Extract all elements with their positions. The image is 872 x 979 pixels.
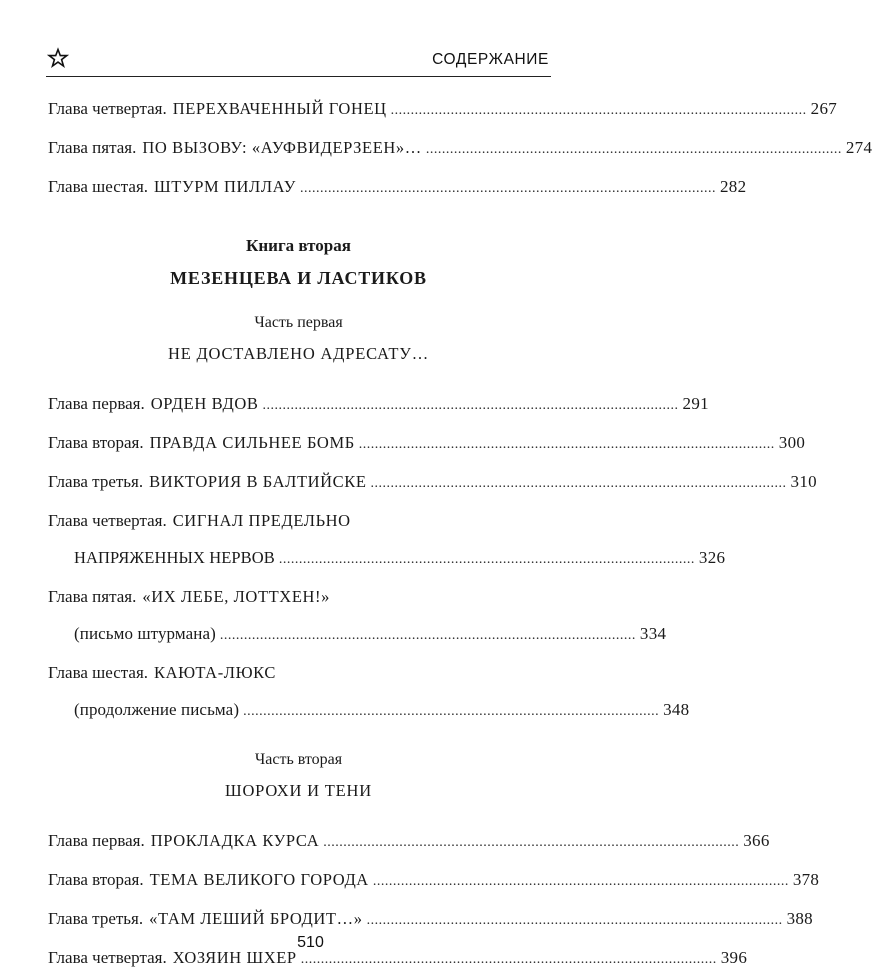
- toc-entry[interactable]: [48, 90, 838, 129]
- dot-leader: ........................................................................................................: [358, 437, 775, 452]
- toc-entry[interactable]: [48, 168, 747, 207]
- chapter-title: ВИКТОРИЯ В БАЛТИЙСКЕ: [149, 472, 367, 491]
- chapter-label: Глава первая.: [48, 394, 145, 413]
- page-header: [48, 44, 549, 76]
- page-number: 274: [845, 138, 872, 157]
- dot-leader: ........................................................................................................: [262, 398, 679, 413]
- chapter-label: Глава четвертая.: [48, 511, 167, 530]
- chapter-label: Глава третья.: [48, 472, 144, 491]
- chapter-title: КАЮТА-ЛЮКС: [154, 663, 276, 682]
- running-title: СОДЕРЖАНИЕ: [432, 51, 549, 68]
- toc-entry[interactable]: [48, 385, 709, 424]
- chapter-title: ОРДЕН ВДОВ: [150, 394, 259, 413]
- page-number: 310: [790, 472, 817, 491]
- part-title: ШОРОХИ И ТЕНИ: [225, 781, 372, 800]
- chapter-label: Глава шестая.: [48, 177, 149, 196]
- dot-leader: ........................................................................................................: [300, 952, 717, 967]
- dot-leader: ........................................................................................................: [323, 835, 740, 850]
- chapter-label: Глава первая.: [48, 831, 145, 850]
- book-label: Книга вторая: [246, 236, 351, 255]
- star-outline-icon: [48, 48, 68, 68]
- toc-entry[interactable]: [48, 654, 690, 730]
- toc-entry[interactable]: [48, 822, 770, 861]
- chapter-title: ПРОКЛАДКА КУРСА: [150, 831, 320, 850]
- part-label: Часть первая: [254, 314, 343, 331]
- page-number: 282: [720, 177, 747, 196]
- chapter-label: Глава вторая.: [48, 870, 144, 889]
- chapter-label: Глава пятая.: [48, 138, 137, 157]
- chapter-label: Глава шестая.: [48, 663, 149, 682]
- chapter-label: Глава четвертая.: [48, 99, 167, 118]
- dot-leader: ........................................................................................................: [366, 913, 783, 928]
- chapter-title: ПО ВЫЗОВУ: «АУФВИДЕРЗЕЕН»…: [142, 138, 422, 157]
- dot-leader: ........................................................................................................: [370, 476, 787, 491]
- toc-entry[interactable]: [48, 502, 726, 578]
- header-rule: [46, 76, 551, 77]
- chapter-title: ПЕРЕХВАЧЕННЫЙ ГОНЕЦ: [172, 99, 387, 118]
- page-number: 291: [682, 394, 709, 413]
- page-number: 366: [743, 831, 770, 850]
- chapter-label: Глава четвертая.: [48, 948, 167, 967]
- toc-entry[interactable]: [48, 861, 820, 900]
- part-title: НЕ ДОСТАВЛЕНО АДРЕСАТУ…: [167, 344, 429, 363]
- toc-entry[interactable]: [48, 424, 806, 463]
- page-number: 388: [786, 909, 813, 928]
- chapter-title-continuation: НАПРЯЖЕННЫХ НЕРВОВ: [74, 548, 275, 567]
- dot-leader: ........................................................................................................: [278, 552, 695, 567]
- toc-entry[interactable]: [48, 578, 667, 654]
- page-number: 334: [639, 624, 667, 643]
- page-number: 378: [792, 870, 820, 889]
- chapter-title: ШТУРМ ПИЛЛАУ: [154, 177, 296, 196]
- chapter-title: ТЕМА ВЕЛИКОГО ГОРОДА: [149, 870, 369, 889]
- chapter-title: ХОЗЯИН ШХЕР: [172, 948, 297, 967]
- dot-leader: ........................................................................................................: [300, 181, 716, 196]
- page-number: 396: [720, 948, 748, 967]
- chapter-title: «ТАМ ЛЕШИЙ БРОДИТ…»: [149, 909, 363, 928]
- dot-leader: ........................................................................................................: [243, 704, 660, 719]
- chapter-subtitle: (продолжение письма): [74, 700, 240, 719]
- book-title: МЕЗЕНЦЕВА И ЛАСТИКОВ: [170, 268, 427, 288]
- chapter-title: «ИХ ЛЕБЕ, ЛОТТХЕН!»: [142, 587, 330, 606]
- dot-leader: ........................................................................................................: [390, 103, 807, 118]
- folio-page-number: 510: [297, 934, 324, 951]
- dot-leader: ........................................................................................................: [425, 142, 842, 157]
- chapter-label: Глава вторая.: [48, 433, 144, 452]
- chapter-title: ПРАВДА СИЛЬНЕЕ БОМБ: [149, 433, 355, 452]
- dot-leader: ........................................................................................................: [219, 628, 636, 643]
- chapter-title: СИГНАЛ ПРЕДЕЛЬНО: [172, 511, 351, 530]
- chapter-subtitle: (письмо штурмана): [74, 624, 216, 643]
- chapter-label: Глава пятая.: [48, 587, 137, 606]
- chapter-label: Глава третья.: [48, 909, 144, 928]
- part-label: Часть вторая: [254, 751, 343, 768]
- dot-leader: ........................................................................................................: [372, 874, 789, 889]
- page-number: 267: [810, 99, 838, 118]
- table-of-contents: [48, 90, 872, 978]
- page-number: 348: [663, 700, 690, 719]
- toc-entry[interactable]: [48, 463, 817, 502]
- page-number: 326: [698, 548, 726, 567]
- page-number: 300: [778, 433, 806, 452]
- toc-entry[interactable]: [48, 129, 872, 168]
